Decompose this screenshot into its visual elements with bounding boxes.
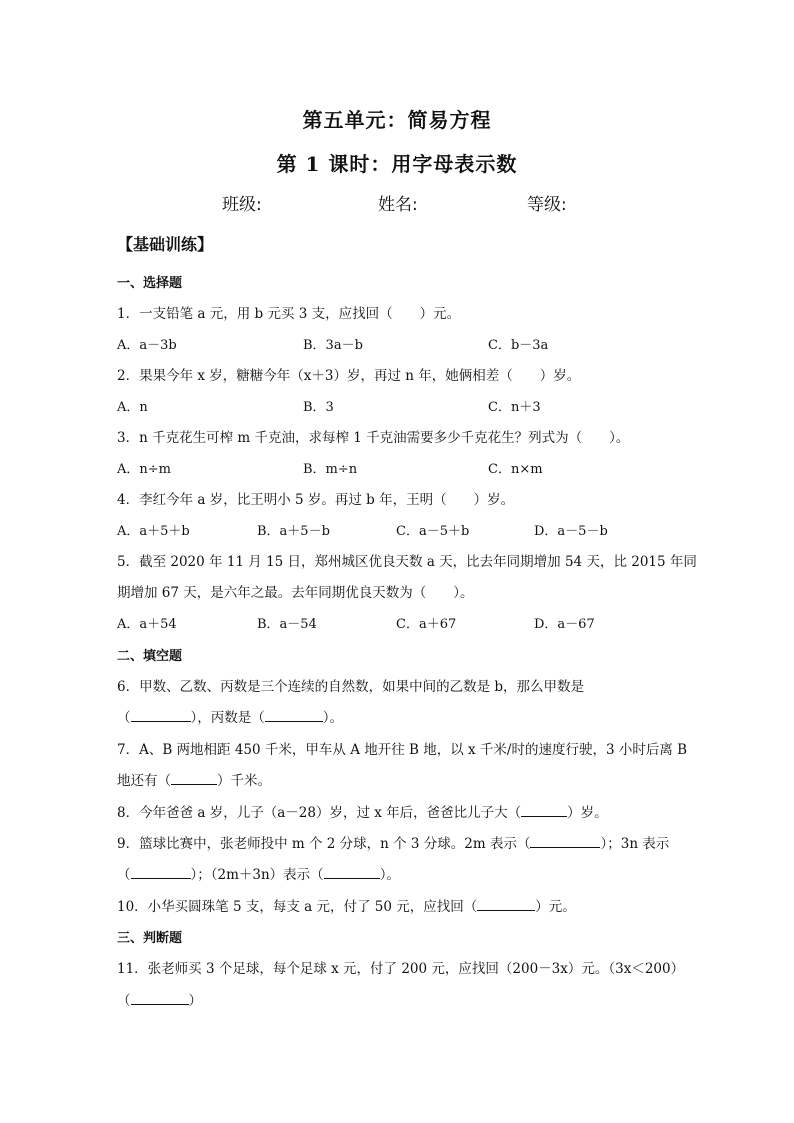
question-5-line-1: 5．截至 2020 年 11 月 15 日，郑州城区优良天数 a 天，比去年同期增加 54 天，比 2015 年同: [117, 554, 697, 570]
question-4: 4．李红今年 a 岁，比王明小 5 岁。再过 b 年，王明（ ）岁。: [117, 492, 515, 508]
part-judge-heading: 三、判断题: [117, 931, 183, 946]
question-7-line-1: 7．A、B 两地相距 450 千米，甲车从 A 地开往 B 地，以 x 千米/时的速度行驶，3 小时后离 B: [117, 742, 688, 758]
answer-blank[interactable]: [521, 804, 567, 817]
q3-option-c: C．n×m: [488, 462, 543, 477]
q5-option-c: C．a＋67: [396, 617, 457, 632]
q1-option-c: C．b－3a: [488, 338, 549, 353]
question-9-line-2: （ ）；（2m＋3n）表示（ ）。: [117, 867, 400, 883]
question-11-line-1: 11．张老师买 3 个足球，每个足球 x 元，付了 200 元，应找回（200－3x）元。（3x＜200）: [117, 961, 685, 977]
class-label: 班级:: [222, 195, 262, 215]
question-8: 8．今年爸爸 a 岁，儿子（a－28）岁，过 x 年后，爸爸比儿子大（ ）岁。: [117, 805, 608, 821]
q4-option-a: A．a＋5＋b: [117, 524, 190, 539]
question-6-line-1: 6．甲数、乙数、丙数是三个连续的自然数，如果中间的乙数是 b，那么甲数是: [117, 679, 585, 695]
q2-option-a: A．n: [117, 400, 148, 415]
grade-label: 等级:: [527, 195, 567, 215]
lesson-title: 第 1 课时：用字母表示数: [276, 152, 518, 176]
question-2: 2．果果今年 x 岁，糖糖今年（x＋3）岁，再过 n 年，她俩相差（ ）岁。: [117, 368, 581, 384]
q5-option-a: A．a＋54: [117, 617, 177, 632]
q4-option-b: B．a＋5－b: [257, 524, 330, 539]
q3-option-b: B．m÷n: [303, 462, 358, 477]
q3-option-a: A．n÷m: [117, 462, 171, 477]
part-choice-heading: 一、选择题: [117, 276, 183, 291]
answer-blank[interactable]: [131, 866, 191, 879]
question-11-line-2: （ ）: [117, 993, 202, 1009]
question-7-line-2: 地还有（ ）千米。: [117, 773, 271, 789]
question-9-line-1: 9．篮球比赛中，张老师投中 m 个 2 分球，n 个 3 分球。2m 表示（ ）；3n 表示: [117, 836, 670, 852]
q4-option-d: D．a－5－b: [534, 524, 608, 539]
answer-blank[interactable]: [171, 772, 217, 785]
q1-option-b: B．3a－b: [303, 338, 363, 353]
question-5-line-2: 期增加 67 天，是六年之最。去年同期优良天数为（ ）。: [117, 585, 474, 601]
name-label: 姓名:: [378, 195, 418, 215]
part-fill-heading: 二、填空题: [117, 649, 183, 664]
answer-blank[interactable]: [477, 898, 535, 911]
q2-option-c: C．n＋3: [488, 400, 541, 415]
answer-blank[interactable]: [324, 866, 380, 879]
section-basic-training: 【基础训练】: [117, 235, 214, 254]
q1-option-a: A．a－3b: [117, 338, 177, 353]
q2-option-b: B．3: [303, 400, 334, 415]
answer-blank[interactable]: [265, 709, 323, 722]
q4-option-c: C．a－5＋b: [396, 524, 470, 539]
unit-title: 第五单元：简易方程: [302, 108, 492, 132]
question-1: 1．一支铅笔 a 元，用 b 元买 3 支，应找回（ ）元。: [117, 306, 461, 322]
q5-option-d: D．a－67: [534, 617, 595, 632]
answer-blank[interactable]: [131, 992, 189, 1005]
question-3: 3．n 千克花生可榨 m 千克油，求每榨 1 千克油需要多少千克花生？列式为（ ）。: [117, 430, 630, 446]
question-10: 10．小华买圆珠笔 5 支，每支 a 元，付了 50 元，应找回（ ）元。: [117, 899, 576, 915]
answer-blank[interactable]: [131, 709, 191, 722]
answer-blank[interactable]: [530, 835, 600, 848]
question-6-line-2: （ ），丙数是（ ）。: [117, 710, 343, 726]
q5-option-b: B．a－54: [257, 617, 317, 632]
